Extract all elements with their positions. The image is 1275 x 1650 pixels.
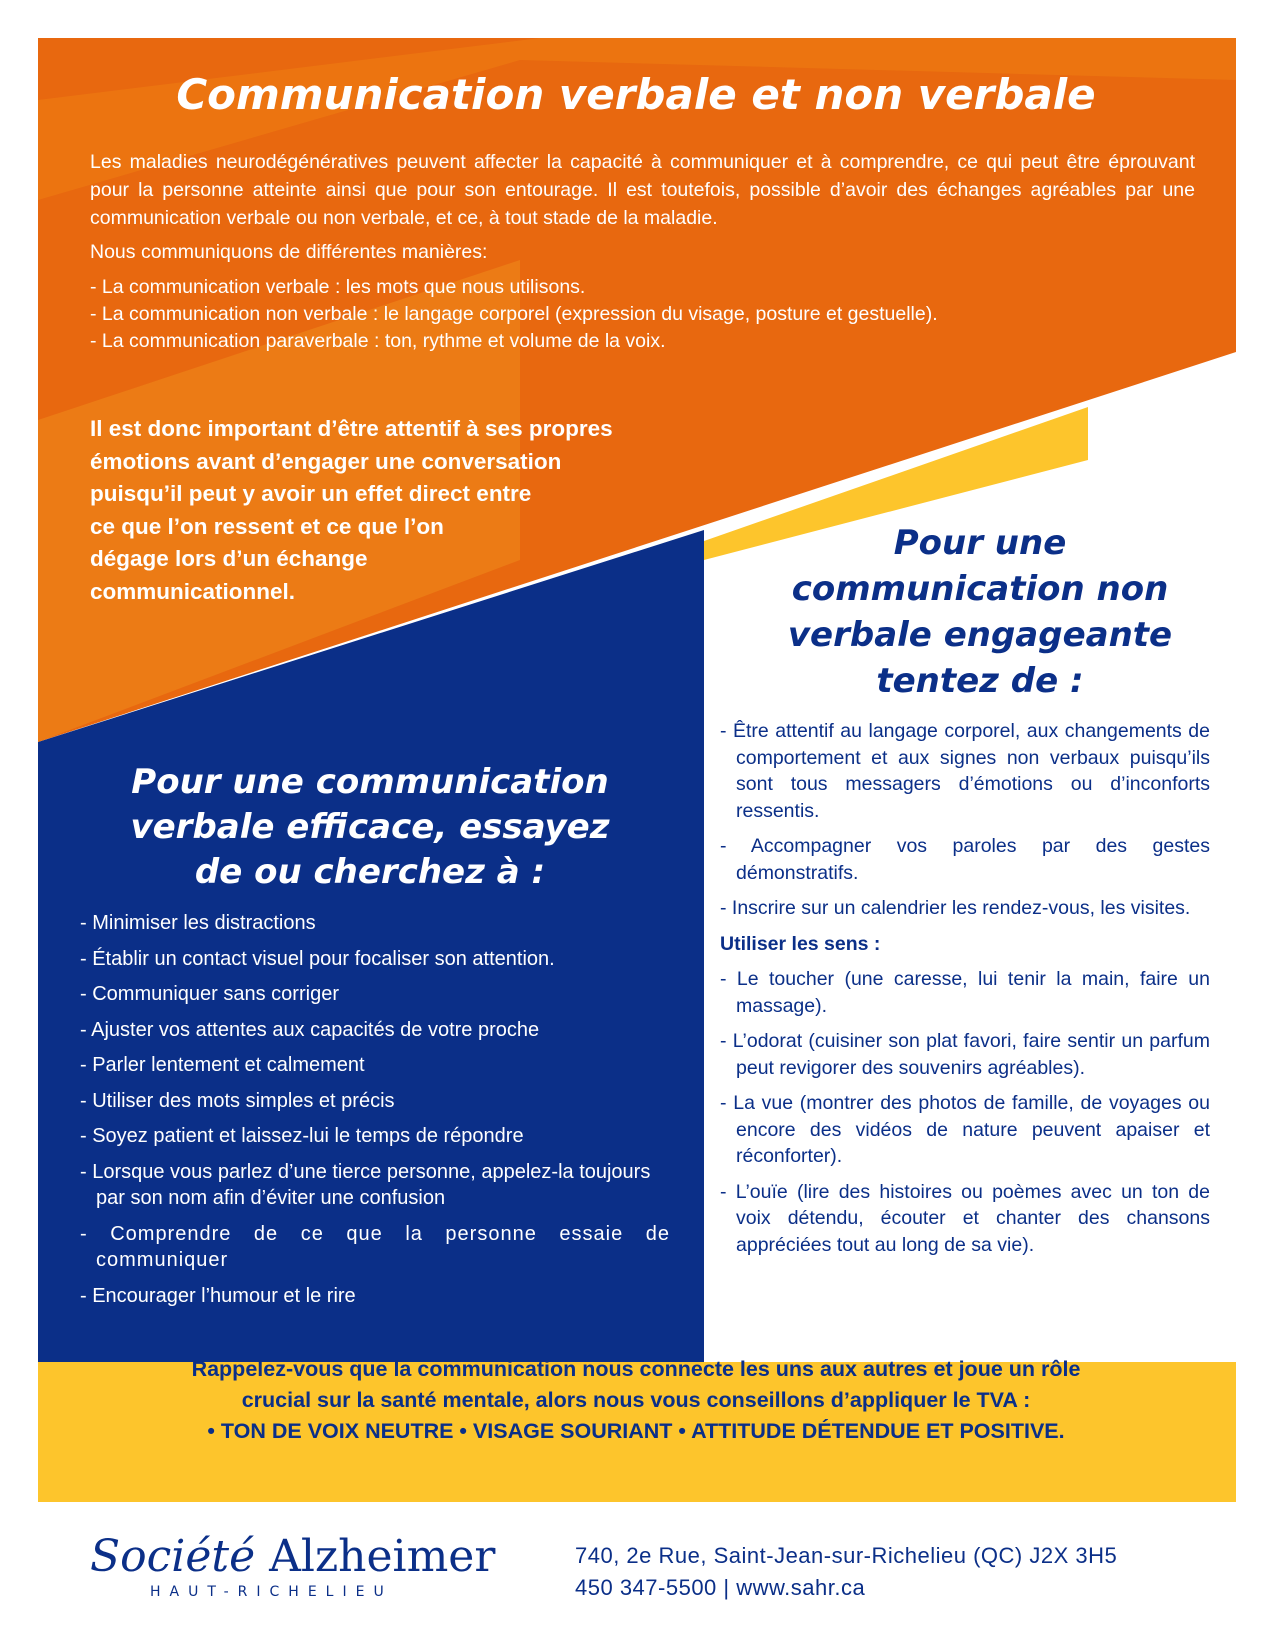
intro-list-item: - La communication verbale : les mots que nous utilisons. bbox=[90, 276, 586, 298]
intro-list-item: - La communication non verbale : le langage corporel (expression du visage, posture et gestuelle). bbox=[90, 303, 938, 325]
verbal-list-item: - Utiliser des mots simples et précis bbox=[80, 1089, 395, 1112]
logo-wordmark bbox=[90, 1532, 550, 1582]
page-title: Communication verbale et non verbale bbox=[176, 70, 1096, 119]
verbal-heading-line: Pour une communication bbox=[131, 762, 609, 802]
nonverbal-heading bbox=[770, 520, 1190, 704]
senses-list-item: - La vue (montrer des photos de famille, de voyages ou encore des vidéos de nature peuvent apaiser et réconforter). bbox=[720, 1092, 1210, 1167]
nonverbal-list-item: - Être attentif au langage corporel, aux changements de comportement et aux signes non verbaux puisqu’ils sont tous messagers d’émotions ou d’inconforts ressentis. bbox=[720, 720, 1210, 822]
verbal-heading bbox=[60, 760, 680, 895]
callout-line: ce que l’on ressent et ce que l’on bbox=[90, 513, 444, 539]
callout-text bbox=[90, 413, 740, 608]
nonverbal-list-item: - Accompagner vos paroles par des gestes démonstratifs. bbox=[720, 835, 1210, 884]
tva-reminder bbox=[38, 1354, 1234, 1447]
verbal-heading-line: verbale efficace, essayez bbox=[130, 807, 610, 847]
verbal-list-item: - Établir un contact visuel pour focaliser son attention. bbox=[80, 947, 555, 970]
callout-line: puisqu’il peut y avoir un effet direct entre bbox=[90, 481, 532, 506]
verbal-list-item: - Ajuster vos attentes aux capacités de votre proche bbox=[80, 1018, 540, 1041]
verbal-list-item: - Comprendre de ce que la personne essaie de communiquer bbox=[80, 1222, 670, 1271]
tva-line: crucial sur la santé mentale, alors nous vous conseillons d’appliquer le TVA : bbox=[241, 1388, 1031, 1412]
contact-info bbox=[575, 1540, 1117, 1604]
verbal-heading-line: de ou cherchez à : bbox=[194, 852, 546, 892]
phone-website: 450 347-5500 | www.sahr.ca bbox=[575, 1575, 866, 1600]
intro-paragraph: Les maladies neurodégénératives peuvent affecter la capacité à communiquer et à comprendre, ce qui peut être éprouvant pour la personne atteinte ainsi que pour son entourage. Il est toutefois, possible d’avoir des échanges agréables par une communication verbale ou non verbale, et ce, à tout stade de la maladie. bbox=[90, 151, 1195, 229]
verbal-list-item: - Lorsque vous parlez d’une tierce personne, appelez-la toujours par son nom afin d’éviter une confusion bbox=[80, 1160, 651, 1209]
tva-line: Rappelez-vous que la communication nous connecte les uns aux autres et joue un rôle bbox=[191, 1357, 1081, 1381]
callout-line: émotions avant d’engager une conversation bbox=[90, 448, 562, 474]
alzheimer-logo bbox=[90, 1532, 550, 1600]
callout-line: communicationnel. bbox=[90, 578, 296, 604]
intro-section bbox=[90, 148, 1195, 355]
intro-lead: Nous communiquons de différentes manières: bbox=[90, 241, 488, 263]
senses-list-item: - L’odorat (cuisiner son plat favori, faire sentir un parfum peut revigorer des souvenirs agréables). bbox=[720, 1030, 1210, 1079]
nonverbal-heading-line: communication non bbox=[791, 569, 1169, 609]
callout-line: dégage lors d’un échange bbox=[90, 546, 368, 571]
logo-word-alzheimer: Alzheimer bbox=[269, 1531, 496, 1582]
verbal-list-item: - Encourager l’humour et le rire bbox=[80, 1284, 356, 1307]
logo-word-societe: Société bbox=[90, 1531, 256, 1582]
logo-subtitle: HAUT-RICHELIEU bbox=[150, 1584, 393, 1600]
senses-list-item: - Le toucher (une caresse, lui tenir la main, faire un massage). bbox=[720, 968, 1210, 1017]
nonverbal-heading-line: verbale engageante bbox=[787, 615, 1173, 655]
senses-list-item: - L’ouïe (lire des histoires ou poèmes avec un ton de voix détendu, écouter et chanter des chansons appréciées tout au long de sa vie). bbox=[720, 1180, 1210, 1256]
nonverbal-heading-line: tentez de : bbox=[876, 661, 1084, 701]
verbal-list-item: - Communiquer sans corriger bbox=[80, 983, 339, 1005]
callout-line: Il est donc important d’être attentif à ses propres bbox=[90, 416, 613, 441]
intro-list-item: - La communication paraverbale : ton, rythme et volume de la voix. bbox=[90, 330, 666, 352]
senses-title: Utiliser les sens : bbox=[720, 932, 881, 955]
tva-line: • TON DE VOIX NEUTRE • VISAGE SOURIANT • ATTITUDE DÉTENDUE ET POSITIVE. bbox=[207, 1419, 1065, 1443]
address: 740, 2e Rue, Saint-Jean-sur-Richelieu (QC) J2X 3H5 bbox=[575, 1543, 1118, 1568]
verbal-list-item: - Soyez patient et laissez-lui le temps de répondre bbox=[80, 1125, 524, 1147]
verbal-list-item: - Minimiser les distractions bbox=[80, 912, 316, 934]
intro-list bbox=[90, 274, 1195, 355]
nonverbal-list bbox=[720, 718, 1210, 1267]
nonverbal-heading-line: Pour une bbox=[893, 523, 1067, 563]
verbal-list-item: - Parler lentement et calmement bbox=[80, 1054, 365, 1076]
nonverbal-list-item: - Inscrire sur un calendrier les rendez-vous, les visites. bbox=[720, 897, 1191, 919]
verbal-list bbox=[80, 910, 670, 1318]
